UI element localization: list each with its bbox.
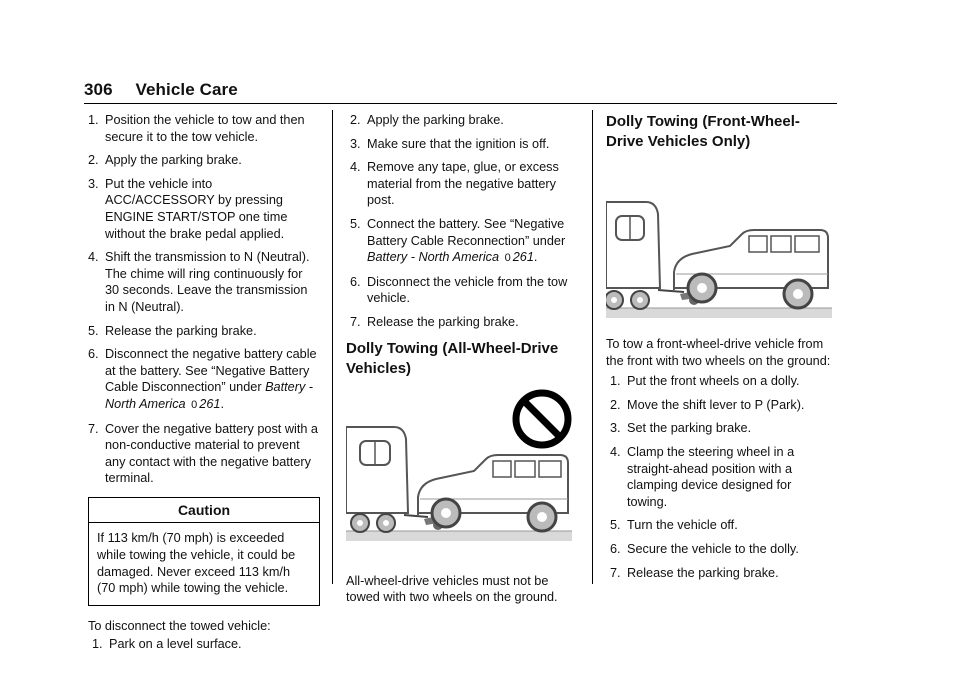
list-item: 5. Connect the battery. See “Negative Battery Cable Reconnection” under Battery - North America 0 261. — [350, 216, 566, 265]
fwd-intro: To tow a front-wheel-drive vehicle from the front with two wheels on the ground: — [606, 337, 831, 368]
header-rule — [84, 103, 837, 104]
disconnect-intro: To disconnect the towed vehicle: — [88, 618, 271, 633]
cross-reference-link[interactable]: Battery - North America — [367, 250, 500, 265]
awd-heading: Dolly Towing (All-Wheel-Drive Vehicles) — [346, 339, 559, 377]
caution-title: Caution — [89, 498, 319, 524]
disconnect-steps-continued — [346, 112, 582, 331]
list-item: 1. Park on a level surface. — [92, 637, 242, 652]
towing-steps-list — [88, 112, 320, 487]
list-item: 3. Make sure that the ignition is off. — [350, 136, 550, 151]
list-item: 7. Release the parking brake. — [350, 314, 519, 329]
list-item: 6. Disconnect the vehicle from the tow vehicle. — [350, 274, 568, 306]
list-item: 5. Turn the vehicle off. — [610, 518, 738, 533]
list-item: 2. Apply the parking brake. — [88, 153, 242, 168]
list-item: 1. Put the front wheels on a dolly. — [610, 374, 800, 389]
list-item: 5. Release the parking brake. — [88, 323, 257, 338]
list-item: 7. Cover the negative battery post with a non-conductive material to prevent any contact with the negative battery terminal. — [88, 421, 318, 486]
list-item: 3. Set the parking brake. — [610, 421, 752, 436]
fwd-dolly-towing-illustration — [606, 166, 832, 324]
page-ref-arrow-icon: 0 — [191, 398, 198, 411]
section-title: Vehicle Care — [135, 80, 238, 99]
list-item: 1. Position the vehicle to tow and then secure it to the tow vehicle. — [88, 113, 305, 144]
page-number: 306 — [84, 80, 113, 99]
column-2 — [346, 112, 582, 606]
list-item: 6. Disconnect the negative battery cable at the battery. See “Negative Battery Cable Disconnection” under Battery - North America 0 261. — [88, 347, 317, 411]
cross-reference-link[interactable]: Battery - North America — [105, 380, 314, 411]
column-divider-1 — [332, 110, 333, 584]
list-item: 4. Shift the transmission to N (Neutral). The chime will ring continuously for 30 seconds. Leave the transmission in N (Neutral). — [88, 250, 310, 314]
caution-box — [88, 497, 320, 606]
column-divider-2 — [592, 110, 593, 584]
column-1 — [88, 112, 320, 660]
page-header — [84, 80, 238, 100]
fwd-steps-list — [606, 373, 834, 581]
list-item: 6. Secure the vehicle to the dolly. — [610, 541, 799, 556]
list-item: 2. Apply the parking brake. — [350, 113, 504, 127]
awd-dolly-prohibited-illustration — [346, 387, 572, 559]
column-3 — [606, 112, 834, 588]
fwd-heading: Dolly Towing (Front-Wheel-Drive Vehicles Only) — [606, 113, 800, 150]
list-item: 4. Clamp the steering wheel in a straight-ahead position with a clamping device designed for towing. — [610, 444, 795, 509]
page-ref-arrow-icon: 0 — [504, 252, 511, 265]
prohibited-icon — [516, 393, 568, 445]
caution-body: If 113 km/h (70 mph) is exceeded while towing the vehicle, it could be damaged. Never exceed 113 km/h (70 mph) while towing the vehicle. — [97, 531, 296, 596]
page-ref-number[interactable]: 261 — [199, 396, 221, 411]
list-item: 3. Put the vehicle into ACC/ACCESSORY by pressing ENGINE START/STOP one time without the brake pedal applied. — [88, 176, 288, 241]
list-item: 2. Move the shift lever to P (Park). — [610, 397, 805, 412]
list-item: 4. Remove any tape, glue, or excess material from the negative battery post. — [350, 160, 559, 208]
disconnect-steps-list — [88, 636, 320, 653]
list-item: 7. Release the parking brake. — [610, 565, 779, 580]
awd-warning-text: All-wheel-drive vehicles must not be towed with two wheels on the ground. — [346, 573, 558, 605]
page-ref-number[interactable]: 261 — [512, 250, 534, 265]
